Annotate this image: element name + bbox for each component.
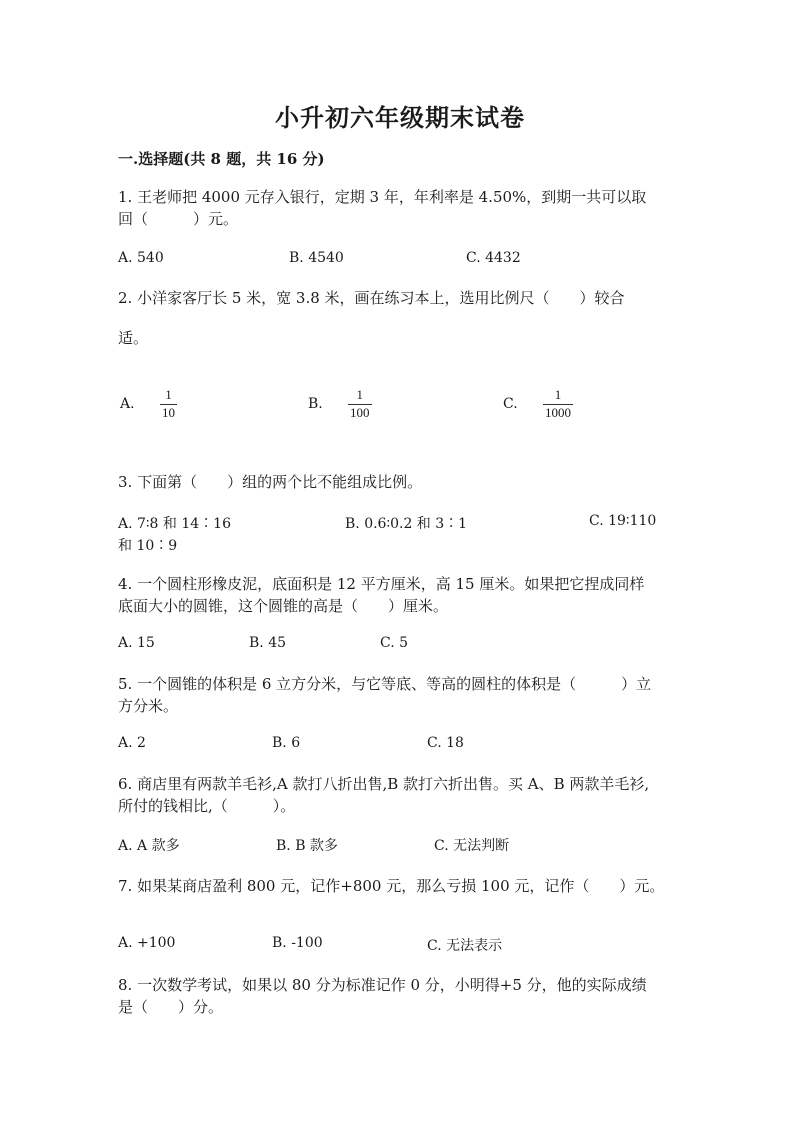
section-heading: 一.选择题(共 8 题，共 16 分) (118, 150, 325, 168)
question-5-line-2: 方分米。 (118, 697, 179, 715)
fraction-denominator: 10 (162, 405, 175, 420)
question-2-option-b: B. (308, 396, 323, 412)
question-3-option-c-wrap: 和 10∶9 (118, 538, 178, 554)
question-2-fraction-a (160, 388, 177, 420)
question-2-fraction-c (543, 388, 573, 420)
question-1-line-2: 回（ ）元。 (118, 210, 239, 228)
question-6-line-2: 所付的钱相比,（ ）。 (118, 797, 296, 815)
question-8-line-2: 是（ ）分。 (118, 998, 224, 1016)
fraction-numerator: 1 (554, 387, 562, 402)
question-5-option-a: A. 2 (118, 735, 146, 751)
fraction-numerator: 1 (356, 387, 363, 402)
question-7-line-1: 7. 如果某商店盈利 800 元，记作+800 元，那么亏损 100 元，记作（ ）元。 (118, 877, 665, 895)
question-8-line-1: 8. 一次数学考试，如果以 80 分为标准记作 0 分，小明得+5 分，他的实际成绩 (118, 976, 647, 994)
question-3-option-b: B. 0.6∶0.2 和 3∶1 (345, 516, 468, 532)
question-5-line-1: 5. 一个圆锥的体积是 6 立方分米，与它等底、等高的圆柱的体积是（ ）立 (118, 675, 652, 693)
question-6-option-b: B. B 款多 (276, 838, 338, 854)
question-1-option-c: C. 4432 (466, 250, 521, 266)
question-1-option-a: A. 540 (118, 250, 164, 266)
question-4-option-a: A. 15 (118, 635, 155, 651)
question-7-option-a: A. +100 (118, 935, 176, 951)
question-7-option-b: B. -100 (272, 935, 323, 951)
question-4-option-b: B. 45 (249, 635, 287, 651)
question-3-line-1: 3. 下面第（ ）组的两个比不能组成比例。 (118, 473, 423, 491)
fraction-denominator: 1000 (545, 405, 571, 420)
question-2-fraction-b (348, 388, 372, 420)
question-5-option-c: C. 18 (427, 735, 464, 751)
question-2-option-c: C. (503, 396, 518, 412)
fraction-denominator: 100 (350, 405, 370, 420)
page-title: 小升初六年级期末试卷 (275, 103, 525, 132)
question-7-option-c: C. 无法表示 (427, 938, 503, 954)
question-1-line-1: 1. 王老师把 4000 元存入银行，定期 3 年，年利率是 4.50%，到期一共可以取 (118, 188, 647, 206)
question-2-line-1: 2. 小洋家客厅长 5 米，宽 3.8 米，画在练习本上，选用比例尺（ ）较合 (118, 289, 625, 307)
fraction-numerator: 1 (165, 387, 172, 402)
question-4-line-2: 底面大小的圆锥，这个圆锥的高是（ ）厘米。 (118, 597, 449, 615)
question-6-option-a: A. A 款多 (118, 838, 180, 854)
question-4-option-c: C. 5 (380, 635, 409, 651)
question-1-option-b: B. 4540 (289, 250, 344, 266)
question-6-option-c: C. 无法判断 (434, 838, 510, 854)
question-4-line-1: 4. 一个圆柱形橡皮泥，底面积是 12 平方厘米，高 15 厘米。如果把它捏成同样 (118, 575, 645, 593)
question-3-option-a: A. 7∶8 和 14∶16 (118, 516, 231, 532)
question-6-line-1: 6. 商店里有两款羊毛衫,A 款打八折出售,B 款打六折出售。买 A、B 两款羊毛衫, (118, 775, 650, 793)
question-2-option-a: A. (120, 396, 135, 412)
question-5-option-b: B. 6 (272, 735, 301, 751)
question-2-line-2: 适。 (118, 329, 149, 347)
question-3-option-c: C. 19∶110 (589, 513, 657, 529)
